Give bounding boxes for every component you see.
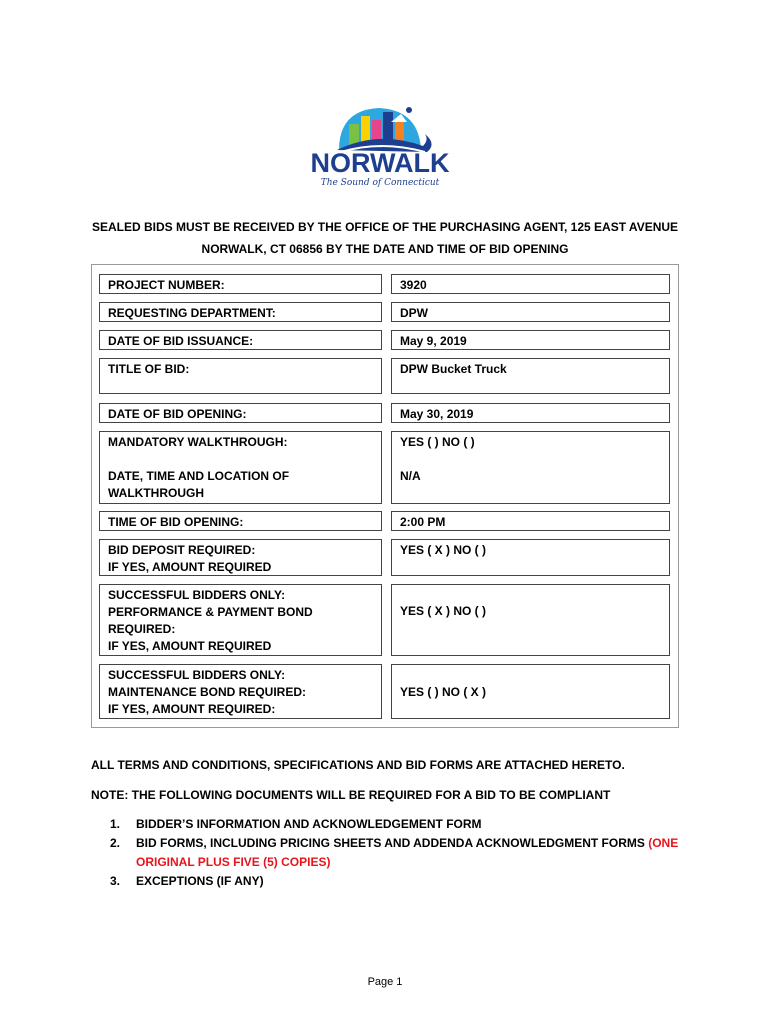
compliance-note: NOTE: THE FOLLOWING DOCUMENTS WILL BE REQUIRED FOR A BID TO BE COMPLIANT (91, 788, 611, 802)
value-bid-opening-date: May 30, 2019 (391, 403, 670, 423)
label-bid-deposit: BID DEPOSIT REQUIRED: IF YES, AMOUNT REQUIRED (99, 539, 382, 576)
list-item: 2. BID FORMS, INCLUDING PRICING SHEETS AND ADDENDA ACKNOWLEDGMENT FORMS (ONE ORIGINAL PLUS FIVE (5) COPIES) (110, 836, 679, 869)
value-performance-bond: YES ( X ) NO ( ) (391, 584, 670, 656)
heading-line: NORWALK, CT 06856 BY THE DATE AND TIME OF BID OPENING (201, 242, 569, 256)
value-project-number: 3920 (391, 274, 670, 294)
value-bid-opening-time: 2:00 PM (391, 511, 670, 531)
copies-requirement: (ONE ORIGINAL PLUS FIVE (5) COPIES) (136, 836, 679, 869)
label-requesting-department: REQUESTING DEPARTMENT: (99, 302, 382, 322)
submission-heading (60, 216, 710, 260)
list-item: 3. EXCEPTIONS (IF ANY) (110, 874, 264, 888)
logo-tagline: The Sound of Connecticut (320, 178, 440, 188)
list-item: 1. BIDDER’S INFORMATION AND ACKNOWLEDGEMENT FORM (110, 817, 482, 831)
page-number: Page 1 (367, 976, 403, 988)
label-bid-opening-time: TIME OF BID OPENING: (99, 511, 382, 531)
label-project-number: PROJECT NUMBER: (99, 274, 382, 294)
label-mandatory-walkthrough: MANDATORY WALKTHROUGH: DATE, TIME AND LOCATION OF WALKTHROUGH (99, 431, 382, 504)
required-documents-list (110, 815, 680, 891)
logo-wordmark: NORWALK (310, 148, 450, 178)
value-bid-deposit: YES ( X ) NO ( ) (391, 539, 670, 576)
label-bid-issuance-date: DATE OF BID ISSUANCE: (99, 330, 382, 350)
label-performance-bond: SUCCESSFUL BIDDERS ONLY: PERFORMANCE & PAYMENT BOND REQUIRED: IF YES, AMOUNT REQUIRED (99, 584, 382, 656)
value-title-of-bid: DPW Bucket Truck (391, 358, 670, 394)
value-mandatory-walkthrough: YES ( ) NO ( ) N/A (391, 431, 670, 504)
norwalk-logo (305, 100, 465, 192)
value-bid-issuance-date: May 9, 2019 (391, 330, 670, 350)
value-maintenance-bond: YES ( ) NO ( X ) (391, 664, 670, 719)
heading-line: SEALED BIDS MUST BE RECEIVED BY THE OFFICE OF THE PURCHASING AGENT, 125 EAST AVENUE (91, 220, 679, 234)
terms-statement: ALL TERMS AND CONDITIONS, SPECIFICATIONS AND BID FORMS ARE ATTACHED HERETO. (91, 758, 625, 772)
value-requesting-department: DPW (391, 302, 670, 322)
label-title-of-bid: TITLE OF BID: (99, 358, 382, 394)
label-bid-opening-date: DATE OF BID OPENING: (99, 403, 382, 423)
label-maintenance-bond: SUCCESSFUL BIDDERS ONLY: MAINTENANCE BOND REQUIRED: IF YES, AMOUNT REQUIRED: (99, 664, 382, 719)
